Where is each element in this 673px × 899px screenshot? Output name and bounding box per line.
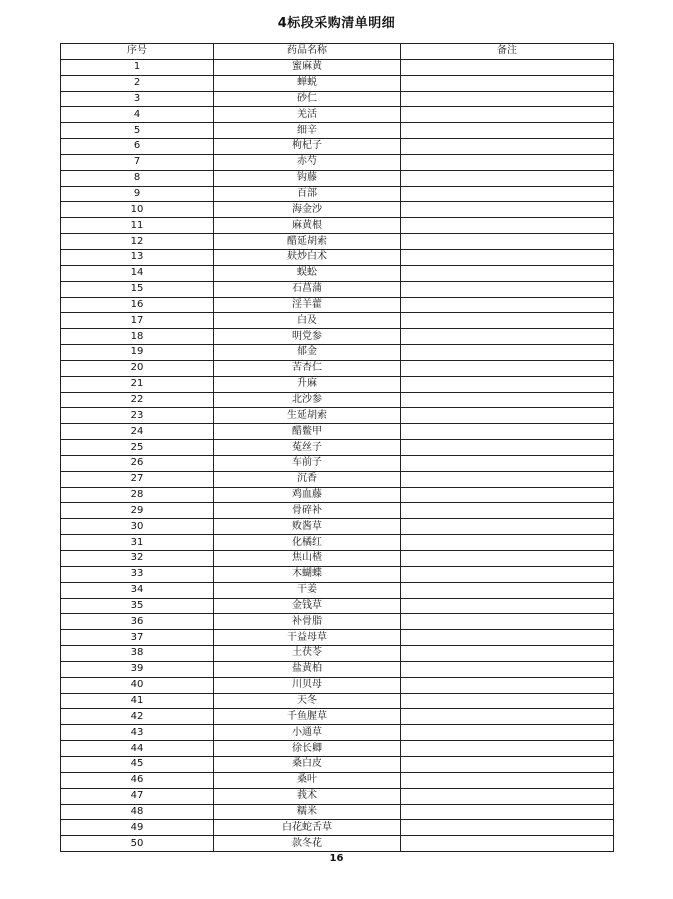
serial-number-cell: 30 xyxy=(61,519,214,535)
medicine-name-cell: 淫羊藿 xyxy=(214,297,401,313)
table-body xyxy=(61,59,614,851)
remarks-cell xyxy=(401,772,614,788)
serial-number-cell: 45 xyxy=(61,756,214,772)
table-row xyxy=(61,614,614,630)
remarks-cell xyxy=(401,503,614,519)
table-row xyxy=(61,693,614,709)
table-row xyxy=(61,471,614,487)
remarks-cell xyxy=(401,408,614,424)
remarks-cell xyxy=(401,202,614,218)
remarks-cell xyxy=(401,725,614,741)
medicine-name-cell: 桑白皮 xyxy=(214,756,401,772)
medicine-name-cell: 菟丝子 xyxy=(214,440,401,456)
serial-number-cell: 10 xyxy=(61,202,214,218)
remarks-cell xyxy=(401,218,614,234)
serial-number-cell: 15 xyxy=(61,281,214,297)
table-row xyxy=(61,376,614,392)
medicine-name-cell: 北沙参 xyxy=(214,392,401,408)
remarks-cell xyxy=(401,820,614,836)
serial-number-cell: 39 xyxy=(61,661,214,677)
serial-number-cell: 46 xyxy=(61,772,214,788)
serial-number-cell: 4 xyxy=(61,107,214,123)
page-number: 16 xyxy=(329,853,344,864)
serial-number-cell: 9 xyxy=(61,186,214,202)
table-row xyxy=(61,123,614,139)
remarks-cell xyxy=(401,455,614,471)
medicine-name-cell: 赤芍 xyxy=(214,154,401,170)
medicine-name-cell: 蜜麻黄 xyxy=(214,59,401,75)
table-row xyxy=(61,836,614,852)
medicine-name-cell: 百部 xyxy=(214,186,401,202)
remarks-cell xyxy=(401,281,614,297)
medicine-name-cell: 土茯苓 xyxy=(214,646,401,662)
remarks-cell xyxy=(401,345,614,361)
table-row xyxy=(61,218,614,234)
table-row xyxy=(61,551,614,567)
serial-number-cell: 20 xyxy=(61,360,214,376)
serial-number-cell: 17 xyxy=(61,313,214,329)
remarks-cell xyxy=(401,170,614,186)
medicine-name-cell: 款冬花 xyxy=(214,836,401,852)
table-row xyxy=(61,139,614,155)
remarks-cell xyxy=(401,376,614,392)
remarks-cell xyxy=(401,91,614,107)
table-row xyxy=(61,503,614,519)
document-title: 4标段采购清单明细 xyxy=(277,16,396,31)
remarks-cell xyxy=(401,107,614,123)
serial-number-cell: 44 xyxy=(61,741,214,757)
medicine-name-cell: 补骨脂 xyxy=(214,614,401,630)
remarks-cell xyxy=(401,392,614,408)
medicine-name-cell: 升麻 xyxy=(214,376,401,392)
table-row xyxy=(61,202,614,218)
medicine-name-cell: 醋延胡索 xyxy=(214,234,401,250)
serial-number-cell: 29 xyxy=(61,503,214,519)
remarks-cell xyxy=(401,630,614,646)
medicine-name-cell: 郁金 xyxy=(214,345,401,361)
remarks-cell xyxy=(401,59,614,75)
serial-number-cell: 7 xyxy=(61,154,214,170)
medicine-name-cell: 盐黄柏 xyxy=(214,661,401,677)
medicine-name-cell: 蜈蚣 xyxy=(214,265,401,281)
procurement-table xyxy=(60,43,614,852)
table-row xyxy=(61,725,614,741)
remarks-cell xyxy=(401,788,614,804)
medicine-name-cell: 细辛 xyxy=(214,123,401,139)
remarks-cell xyxy=(401,75,614,91)
medicine-name-cell: 苦杏仁 xyxy=(214,360,401,376)
serial-number-cell: 8 xyxy=(61,170,214,186)
table-row xyxy=(61,170,614,186)
medicine-name-cell: 骨碎补 xyxy=(214,503,401,519)
medicine-name-cell: 生延胡索 xyxy=(214,408,401,424)
table-row xyxy=(61,630,614,646)
medicine-name-cell: 石菖蒲 xyxy=(214,281,401,297)
remarks-cell xyxy=(401,249,614,265)
table-row xyxy=(61,756,614,772)
medicine-name-cell: 天冬 xyxy=(214,693,401,709)
serial-number-cell: 32 xyxy=(61,551,214,567)
medicine-name-cell: 焦山楂 xyxy=(214,551,401,567)
serial-number-cell: 28 xyxy=(61,487,214,503)
table-row xyxy=(61,392,614,408)
remarks-cell xyxy=(401,836,614,852)
table-row xyxy=(61,820,614,836)
serial-number-cell: 16 xyxy=(61,297,214,313)
serial-number-cell: 22 xyxy=(61,392,214,408)
medicine-name-cell: 千鱼腥草 xyxy=(214,709,401,725)
table-row xyxy=(61,772,614,788)
remarks-cell xyxy=(401,519,614,535)
table-row xyxy=(61,265,614,281)
remarks-cell xyxy=(401,598,614,614)
header-serial-number: 序号 xyxy=(61,44,214,60)
remarks-cell xyxy=(401,487,614,503)
serial-number-cell: 42 xyxy=(61,709,214,725)
serial-number-cell: 41 xyxy=(61,693,214,709)
medicine-name-cell: 鸡血藤 xyxy=(214,487,401,503)
medicine-name-cell: 小通草 xyxy=(214,725,401,741)
serial-number-cell: 19 xyxy=(61,345,214,361)
serial-number-cell: 36 xyxy=(61,614,214,630)
serial-number-cell: 43 xyxy=(61,725,214,741)
table-row xyxy=(61,408,614,424)
medicine-name-cell: 干姜 xyxy=(214,582,401,598)
remarks-cell xyxy=(401,614,614,630)
serial-number-cell: 38 xyxy=(61,646,214,662)
remarks-cell xyxy=(401,440,614,456)
serial-number-cell: 35 xyxy=(61,598,214,614)
medicine-name-cell: 徐长卿 xyxy=(214,741,401,757)
serial-number-cell: 6 xyxy=(61,139,214,155)
serial-number-cell: 18 xyxy=(61,329,214,345)
remarks-cell xyxy=(401,804,614,820)
medicine-name-cell: 砂仁 xyxy=(214,91,401,107)
remarks-cell xyxy=(401,535,614,551)
remarks-cell xyxy=(401,297,614,313)
table-row xyxy=(61,360,614,376)
serial-number-cell: 49 xyxy=(61,820,214,836)
serial-number-cell: 40 xyxy=(61,677,214,693)
medicine-name-cell: 莪术 xyxy=(214,788,401,804)
remarks-cell xyxy=(401,693,614,709)
remarks-cell xyxy=(401,186,614,202)
medicine-name-cell: 车前子 xyxy=(214,455,401,471)
medicine-name-cell: 麸炒白术 xyxy=(214,249,401,265)
medicine-name-cell: 沉香 xyxy=(214,471,401,487)
medicine-name-cell: 金钱草 xyxy=(214,598,401,614)
medicine-name-cell: 蝉蜕 xyxy=(214,75,401,91)
table-row xyxy=(61,424,614,440)
serial-number-cell: 25 xyxy=(61,440,214,456)
remarks-cell xyxy=(401,566,614,582)
table-row xyxy=(61,329,614,345)
medicine-name-cell: 枸杞子 xyxy=(214,139,401,155)
serial-number-cell: 33 xyxy=(61,566,214,582)
remarks-cell xyxy=(401,471,614,487)
remarks-cell xyxy=(401,329,614,345)
serial-number-cell: 48 xyxy=(61,804,214,820)
medicine-name-cell: 白花蛇舌草 xyxy=(214,820,401,836)
table-row xyxy=(61,788,614,804)
serial-number-cell: 31 xyxy=(61,535,214,551)
remarks-cell xyxy=(401,139,614,155)
medicine-name-cell: 桑叶 xyxy=(214,772,401,788)
serial-number-cell: 34 xyxy=(61,582,214,598)
header-medicine-name: 药品名称 xyxy=(214,44,401,60)
serial-number-cell: 27 xyxy=(61,471,214,487)
medicine-name-cell: 糯米 xyxy=(214,804,401,820)
remarks-cell xyxy=(401,424,614,440)
remarks-cell xyxy=(401,234,614,250)
table-row xyxy=(61,281,614,297)
serial-number-cell: 37 xyxy=(61,630,214,646)
serial-number-cell: 26 xyxy=(61,455,214,471)
medicine-name-cell: 败酱草 xyxy=(214,519,401,535)
medicine-name-cell: 海金沙 xyxy=(214,202,401,218)
table-row xyxy=(61,487,614,503)
table-row xyxy=(61,75,614,91)
table-row xyxy=(61,646,614,662)
table-row xyxy=(61,313,614,329)
remarks-cell xyxy=(401,582,614,598)
medicine-name-cell: 白及 xyxy=(214,313,401,329)
medicine-name-cell: 干益母草 xyxy=(214,630,401,646)
remarks-cell xyxy=(401,741,614,757)
table-row xyxy=(61,566,614,582)
serial-number-cell: 21 xyxy=(61,376,214,392)
table-row xyxy=(61,804,614,820)
serial-number-cell: 1 xyxy=(61,59,214,75)
remarks-cell xyxy=(401,677,614,693)
serial-number-cell: 12 xyxy=(61,234,214,250)
remarks-cell xyxy=(401,661,614,677)
medicine-name-cell: 羌活 xyxy=(214,107,401,123)
header-remarks: 备注 xyxy=(401,44,614,60)
serial-number-cell: 23 xyxy=(61,408,214,424)
serial-number-cell: 24 xyxy=(61,424,214,440)
table-row xyxy=(61,107,614,123)
serial-number-cell: 50 xyxy=(61,836,214,852)
table-row xyxy=(61,677,614,693)
table-row xyxy=(61,582,614,598)
serial-number-cell: 47 xyxy=(61,788,214,804)
remarks-cell xyxy=(401,551,614,567)
serial-number-cell: 3 xyxy=(61,91,214,107)
remarks-cell xyxy=(401,756,614,772)
table-row xyxy=(61,741,614,757)
medicine-name-cell: 明党参 xyxy=(214,329,401,345)
table-row xyxy=(61,519,614,535)
remarks-cell xyxy=(401,709,614,725)
table-row xyxy=(61,709,614,725)
table-header-row xyxy=(61,44,614,60)
serial-number-cell: 2 xyxy=(61,75,214,91)
medicine-name-cell: 钩藤 xyxy=(214,170,401,186)
remarks-cell xyxy=(401,123,614,139)
table-row xyxy=(61,297,614,313)
table-row xyxy=(61,345,614,361)
table-row xyxy=(61,535,614,551)
serial-number-cell: 11 xyxy=(61,218,214,234)
medicine-name-cell: 麻黄根 xyxy=(214,218,401,234)
medicine-name-cell: 醋鳖甲 xyxy=(214,424,401,440)
medicine-name-cell: 川贝母 xyxy=(214,677,401,693)
serial-number-cell: 5 xyxy=(61,123,214,139)
remarks-cell xyxy=(401,154,614,170)
table-row xyxy=(61,440,614,456)
remarks-cell xyxy=(401,360,614,376)
serial-number-cell: 14 xyxy=(61,265,214,281)
table-row xyxy=(61,455,614,471)
remarks-cell xyxy=(401,313,614,329)
remarks-cell xyxy=(401,265,614,281)
table-row xyxy=(61,59,614,75)
medicine-name-cell: 化橘红 xyxy=(214,535,401,551)
table-row xyxy=(61,661,614,677)
table-row xyxy=(61,186,614,202)
table-row xyxy=(61,598,614,614)
table-row xyxy=(61,91,614,107)
serial-number-cell: 13 xyxy=(61,249,214,265)
remarks-cell xyxy=(401,646,614,662)
table-row xyxy=(61,154,614,170)
table-row xyxy=(61,234,614,250)
medicine-name-cell: 木蝴蝶 xyxy=(214,566,401,582)
table-row xyxy=(61,249,614,265)
